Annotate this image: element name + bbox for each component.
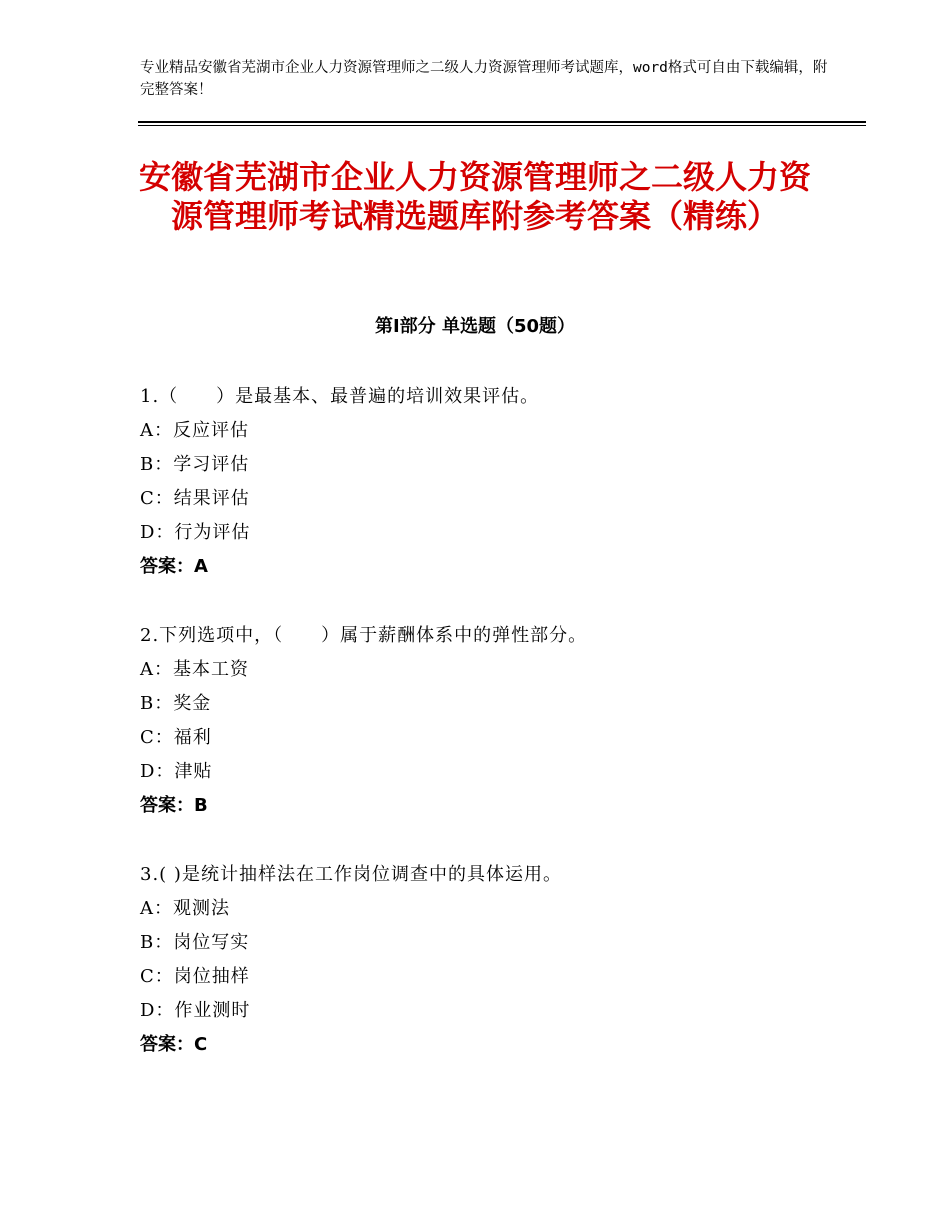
option-c: C：岗位抽样 [140, 966, 250, 987]
option-a: A：基本工资 [140, 659, 249, 680]
option-d: D：行为评估 [140, 522, 251, 543]
option-d: D：津贴 [140, 761, 213, 782]
question-stem: 2.下列选项中，（ ）属于薪酬体系中的弹性部分。 [140, 625, 588, 646]
option-c: C：结果评估 [140, 488, 250, 509]
document-title: 安徽省芜湖市企业人力资源管理师之二级人力资源管理师考试精选题库附参考答案（精练） [138, 158, 811, 235]
question-stem: 3.( )是统计抽样法在工作岗位调查中的具体运用。 [140, 864, 562, 885]
answer-key: 答案：A [140, 556, 208, 577]
header-note: 专业精品安徽省芜湖市企业人力资源管理师之二级人力资源管理师考试题库，word格式可自由下载编辑，附完整答案！ [140, 60, 828, 98]
header-rule-thick [138, 121, 866, 123]
option-a: A：反应评估 [140, 420, 249, 441]
question-stem: 1.（ ）是最基本、最普遍的培训效果评估。 [140, 386, 540, 407]
answer-key: 答案：B [140, 795, 208, 816]
section-heading: 第Ⅰ部分 单选题（50题） [374, 316, 575, 337]
header-rule-thin [138, 125, 866, 126]
option-d: D：作业测时 [140, 1000, 251, 1021]
option-c: C：福利 [140, 727, 212, 748]
option-b: B：岗位写实 [140, 932, 250, 953]
option-b: B：奖金 [140, 693, 212, 714]
option-b: B：学习评估 [140, 454, 250, 475]
option-a: A：观测法 [140, 898, 230, 919]
answer-key: 答案：C [140, 1034, 208, 1055]
question-3 [140, 858, 840, 1062]
question-2 [140, 619, 840, 823]
question-1 [140, 380, 840, 584]
